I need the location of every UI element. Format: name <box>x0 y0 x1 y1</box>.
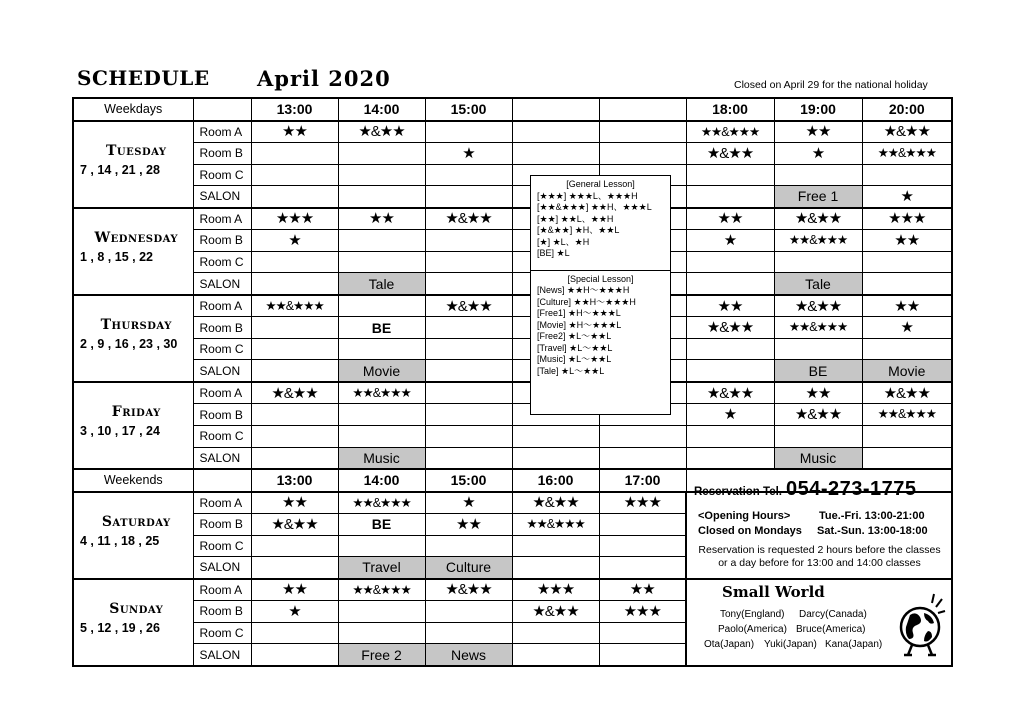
empty-cell <box>338 230 425 252</box>
lesson-cell: ★★★ <box>512 579 599 601</box>
lesson-cell: ★★&★★★ <box>338 382 425 404</box>
lesson-cell: ★&★★ <box>251 514 338 536</box>
day-dates: 1 , 8 , 15 , 22 <box>80 249 153 264</box>
lesson-cell: ★&★★ <box>774 295 862 317</box>
section-label: Weekdays <box>73 98 193 121</box>
month-title: April 2020 <box>257 66 391 91</box>
room-label: SALON <box>193 557 251 579</box>
lesson-cell: BE <box>338 317 425 339</box>
room-row <box>73 186 952 208</box>
empty-cell <box>512 535 599 557</box>
room-row <box>73 121 952 143</box>
schedule-title: SCHEDULE <box>77 66 210 90</box>
lesson-cell: ★&★★ <box>862 382 952 404</box>
lesson-cell: BE <box>774 360 862 382</box>
room-label: Room A <box>193 579 251 601</box>
lesson-cell: Music <box>338 447 425 469</box>
time-header: 13:00 <box>251 98 338 121</box>
lesson-cell: ★★ <box>251 579 338 601</box>
opening-hours-label: <Opening Hours> <box>698 510 791 522</box>
room-label: SALON <box>193 644 251 666</box>
room-label: Room B <box>193 143 251 165</box>
empty-cell <box>862 447 952 469</box>
empty-cell <box>686 338 774 360</box>
lesson-cell: ★★&★★★ <box>512 514 599 536</box>
empty-cell <box>862 425 952 447</box>
lesson-cell: ★ <box>251 601 338 623</box>
empty-cell <box>774 425 862 447</box>
room-label: Room C <box>193 622 251 644</box>
time-header: 14:00 <box>338 469 425 492</box>
empty-cell <box>251 251 338 273</box>
day-name: Wednesday <box>94 229 179 246</box>
lesson-cell: ★★ <box>251 492 338 514</box>
lesson-cell: ★★ <box>686 295 774 317</box>
lesson-cell: ★★&★★★ <box>338 492 425 514</box>
lesson-rule-line: [News] ★★H～★★★H <box>537 285 630 295</box>
day-name: Tuesday <box>105 142 167 159</box>
special-lesson-title: [Special Lesson] <box>567 273 634 284</box>
empty-cell <box>338 622 425 644</box>
lesson-cell: ★★&★★★ <box>251 295 338 317</box>
lesson-cell: ★ <box>774 143 862 165</box>
empty-cell <box>686 447 774 469</box>
empty-cell <box>425 360 512 382</box>
empty-cell <box>425 121 512 143</box>
day-dates: 5 , 12 , 19 , 26 <box>80 620 160 635</box>
lesson-cell: ★★ <box>774 121 862 143</box>
lesson-cell: ★&★★ <box>686 143 774 165</box>
empty-cell <box>774 338 862 360</box>
day-dates: 4 , 11 , 18 , 25 <box>80 533 160 548</box>
lesson-cell: Tale <box>338 273 425 295</box>
empty-cell <box>862 164 952 186</box>
lesson-cell: Movie <box>338 360 425 382</box>
time-header: 15:00 <box>425 469 512 492</box>
time-header-row <box>73 98 952 121</box>
blank-cell <box>193 469 251 492</box>
lesson-cell: ★★ <box>686 208 774 230</box>
lesson-cell: Movie <box>862 360 952 382</box>
lesson-rule-line: [Music] ★L～★★L <box>537 354 612 364</box>
lesson-cell: ★&★★ <box>512 492 599 514</box>
room-row <box>73 251 952 273</box>
lesson-legend-box <box>530 175 671 415</box>
empty-cell <box>251 535 338 557</box>
empty-cell <box>686 186 774 208</box>
empty-cell <box>862 251 952 273</box>
lesson-cell: Music <box>774 447 862 469</box>
empty-cell <box>512 121 599 143</box>
empty-cell <box>686 251 774 273</box>
room-label: Room B <box>193 514 251 536</box>
empty-cell <box>599 425 686 447</box>
lesson-cell: ★&★★ <box>251 382 338 404</box>
day-dates: 3 , 10 , 17 , 24 <box>80 423 160 438</box>
lesson-cell: ★★★ <box>251 208 338 230</box>
room-row <box>73 382 952 404</box>
teacher: Bruce(America) <box>796 624 866 635</box>
room-row <box>73 273 952 295</box>
day-label <box>73 208 193 295</box>
empty-cell <box>686 425 774 447</box>
room-row <box>73 143 952 165</box>
empty-cell <box>686 273 774 295</box>
lesson-cell: ★&★★ <box>774 404 862 426</box>
empty-cell <box>599 557 686 579</box>
lesson-cell: ★ <box>862 317 952 339</box>
empty-cell <box>251 404 338 426</box>
tel-label: Reservation Tel. <box>694 486 782 498</box>
section-label: Weekends <box>73 469 193 492</box>
lesson-cell: ★ <box>251 230 338 252</box>
reservation-info <box>688 470 951 577</box>
day-label <box>73 492 193 579</box>
room-label: Room C <box>193 251 251 273</box>
empty-cell <box>774 251 862 273</box>
day-name: Sunday <box>109 600 164 617</box>
room-label: Room B <box>193 601 251 623</box>
time-header: 15:00 <box>425 98 512 121</box>
empty-cell <box>425 404 512 426</box>
lesson-cell: ★★&★★★ <box>338 579 425 601</box>
empty-cell <box>425 601 512 623</box>
empty-cell <box>512 425 599 447</box>
day-name: Friday <box>111 403 161 420</box>
lesson-cell: ★ <box>862 186 952 208</box>
lesson-cell: ★ <box>425 492 512 514</box>
lesson-cell: Free 1 <box>774 186 862 208</box>
lesson-cell: Free 2 <box>338 644 425 666</box>
empty-cell <box>338 186 425 208</box>
empty-cell <box>338 404 425 426</box>
lesson-cell: ★&★★ <box>862 121 952 143</box>
lesson-cell: ★★★ <box>599 492 686 514</box>
empty-cell <box>251 317 338 339</box>
lesson-rule-line: [BE] ★L <box>537 248 570 258</box>
empty-cell <box>425 273 512 295</box>
empty-cell <box>599 644 686 666</box>
empty-cell <box>251 447 338 469</box>
lesson-cell: ★★ <box>862 295 952 317</box>
lesson-cell: ★★★ <box>599 601 686 623</box>
teacher: Ota(Japan) <box>704 639 755 650</box>
room-label: Room C <box>193 338 251 360</box>
time-header: 18:00 <box>686 98 774 121</box>
empty-cell <box>338 251 425 273</box>
empty-cell <box>862 338 952 360</box>
empty-cell <box>425 251 512 273</box>
empty-cell <box>512 622 599 644</box>
empty-cell <box>599 143 686 165</box>
room-row <box>73 208 952 230</box>
time-header <box>599 98 686 121</box>
empty-cell <box>251 186 338 208</box>
lesson-rule-line: [Travel] ★L～★★L <box>537 342 613 353</box>
general-lesson-title: [General Lesson] <box>566 179 635 189</box>
room-row <box>73 360 952 382</box>
room-label: Room B <box>193 317 251 339</box>
empty-cell <box>338 425 425 447</box>
empty-cell <box>425 535 512 557</box>
room-label: Room B <box>193 404 251 426</box>
empty-cell <box>251 557 338 579</box>
room-label: Room A <box>193 121 251 143</box>
weekend-hours: Sat.-Sun. 13:00-18:00 <box>817 525 928 537</box>
empty-cell <box>425 164 512 186</box>
empty-cell <box>425 186 512 208</box>
day-label <box>73 382 193 469</box>
lesson-rule-line: [Free1] ★H～★★★L <box>537 308 621 318</box>
room-label: Room A <box>193 492 251 514</box>
room-label: SALON <box>193 360 251 382</box>
time-header: 16:00 <box>512 469 599 492</box>
lesson-cell: ★★&★★★ <box>862 143 952 165</box>
lesson-cell: ★&★★ <box>425 579 512 601</box>
empty-cell <box>251 164 338 186</box>
lesson-cell: ★★&★★★ <box>774 317 862 339</box>
empty-cell <box>599 447 686 469</box>
lesson-cell: ★&★★ <box>425 208 512 230</box>
empty-cell <box>338 143 425 165</box>
lesson-cell: ★&★★ <box>512 601 599 623</box>
lesson-cell: ★&★★ <box>686 382 774 404</box>
room-label: SALON <box>193 447 251 469</box>
empty-cell <box>251 644 338 666</box>
room-label: Room A <box>193 208 251 230</box>
lesson-cell: News <box>425 644 512 666</box>
room-label: Room C <box>193 535 251 557</box>
empty-cell <box>425 338 512 360</box>
day-label <box>73 121 193 208</box>
empty-cell <box>338 601 425 623</box>
time-header: 14:00 <box>338 98 425 121</box>
empty-cell <box>425 622 512 644</box>
room-label: SALON <box>193 273 251 295</box>
empty-cell <box>686 360 774 382</box>
closed-note: Closed on April 29 for the national holiday <box>734 79 928 91</box>
empty-cell <box>338 295 425 317</box>
lesson-cell: ★★ <box>425 514 512 536</box>
empty-cell <box>686 164 774 186</box>
lesson-cell: ★★&★★★ <box>686 121 774 143</box>
empty-cell <box>338 164 425 186</box>
empty-cell <box>425 317 512 339</box>
weekday-hours: Tue.-Fri. 13:00-21:00 <box>819 510 925 522</box>
lesson-cell: ★&★★ <box>774 208 862 230</box>
empty-cell <box>512 143 599 165</box>
blank-cell <box>193 98 251 121</box>
tel-number[interactable]: 054-273-1775 <box>786 478 917 500</box>
lesson-cell: ★&★★ <box>686 317 774 339</box>
lesson-cell: ★★★ <box>862 208 952 230</box>
room-row <box>73 338 952 360</box>
lesson-rule-line: [★] ★L、★H <box>537 236 590 247</box>
lesson-cell: Travel <box>338 557 425 579</box>
lesson-rule-line: [Movie] ★H～★★★L <box>537 319 622 330</box>
reservation-note <box>688 544 951 570</box>
empty-cell <box>338 535 425 557</box>
day-dates: 7 , 14 , 21 , 28 <box>80 162 160 177</box>
empty-cell <box>251 360 338 382</box>
empty-cell <box>512 557 599 579</box>
empty-cell <box>862 273 952 295</box>
empty-cell <box>425 382 512 404</box>
teacher: Tony(England) <box>720 609 785 620</box>
lesson-cell: ★&★★ <box>338 121 425 143</box>
empty-cell <box>599 622 686 644</box>
time-header: 19:00 <box>774 98 862 121</box>
room-label: Room A <box>193 295 251 317</box>
room-row <box>73 295 952 317</box>
teacher: Paolo(America) <box>718 624 787 635</box>
day-label <box>73 295 193 382</box>
lesson-cell: ★ <box>425 143 512 165</box>
lesson-rule-line: [Free2] ★L～★★L <box>537 331 612 341</box>
lesson-cell: ★ <box>686 404 774 426</box>
empty-cell <box>251 425 338 447</box>
empty-cell <box>599 514 686 536</box>
time-header: 17:00 <box>599 469 686 492</box>
empty-cell <box>512 447 599 469</box>
reservation-note-line: Reservation is requested 2 hours before the classes <box>698 544 941 556</box>
lesson-cell: ★★&★★★ <box>862 404 952 426</box>
teacher: Yuki(Japan) <box>764 639 817 650</box>
teacher: Darcy(Canada) <box>799 609 867 620</box>
room-label: SALON <box>193 186 251 208</box>
lesson-cell: Tale <box>774 273 862 295</box>
day-dates: 2 , 9 , 16 , 23 , 30 <box>80 336 178 351</box>
lesson-cell: ★&★★ <box>425 295 512 317</box>
room-row <box>73 447 952 469</box>
empty-cell <box>599 535 686 557</box>
room-label: Room A <box>193 382 251 404</box>
lesson-rule-line: [★★&★★★] ★★H、★★★L <box>537 202 652 212</box>
small-world-section <box>688 579 951 667</box>
empty-cell <box>338 338 425 360</box>
lesson-cell: ★★&★★★ <box>774 230 862 252</box>
teacher: Kana(Japan) <box>825 639 883 650</box>
empty-cell <box>425 447 512 469</box>
reservation-tel <box>694 478 917 501</box>
empty-cell <box>251 273 338 295</box>
empty-cell <box>774 164 862 186</box>
lesson-cell: ★★ <box>599 579 686 601</box>
day-name: Saturday <box>101 513 171 530</box>
room-row <box>73 317 952 339</box>
time-header: 13:00 <box>251 469 338 492</box>
reservation-note-line: or a day before for 13:00 and 14:00 classes <box>718 557 921 569</box>
lesson-cell: ★ <box>686 230 774 252</box>
room-label: Room C <box>193 164 251 186</box>
lesson-rule-line: [★★] ★★L、★★H <box>537 213 614 224</box>
empty-cell <box>512 644 599 666</box>
lesson-rule-line: [Tale] ★L～★★L <box>537 365 605 376</box>
lesson-rule-line: [Culture] ★★H～★★★H <box>537 296 636 307</box>
day-label <box>73 579 193 666</box>
time-header: 20:00 <box>862 98 952 121</box>
day-name: Thursday <box>100 316 172 333</box>
empty-cell <box>425 230 512 252</box>
lesson-cell: ★★ <box>338 208 425 230</box>
room-label: Room C <box>193 425 251 447</box>
time-header <box>512 98 599 121</box>
lesson-cell: BE <box>338 514 425 536</box>
room-row <box>73 230 952 252</box>
lesson-cell: ★★ <box>251 121 338 143</box>
globe-mascot-icon <box>898 589 946 659</box>
room-label: Room B <box>193 230 251 252</box>
lesson-rule-line: [★★★] ★★★L、★★★H <box>537 190 638 201</box>
empty-cell <box>251 143 338 165</box>
lesson-cell: Culture <box>425 557 512 579</box>
room-row <box>73 425 952 447</box>
school-name: Small World <box>722 583 825 601</box>
lesson-cell: ★★ <box>862 230 952 252</box>
empty-cell <box>425 425 512 447</box>
empty-cell <box>251 338 338 360</box>
empty-cell <box>599 121 686 143</box>
empty-cell <box>251 622 338 644</box>
room-row <box>73 404 952 426</box>
room-row <box>73 164 952 186</box>
closed-mondays: Closed on Mondays <box>698 525 802 537</box>
lesson-rule-line: [★&★★] ★H、★★L <box>537 225 620 235</box>
lesson-cell: ★★ <box>774 382 862 404</box>
